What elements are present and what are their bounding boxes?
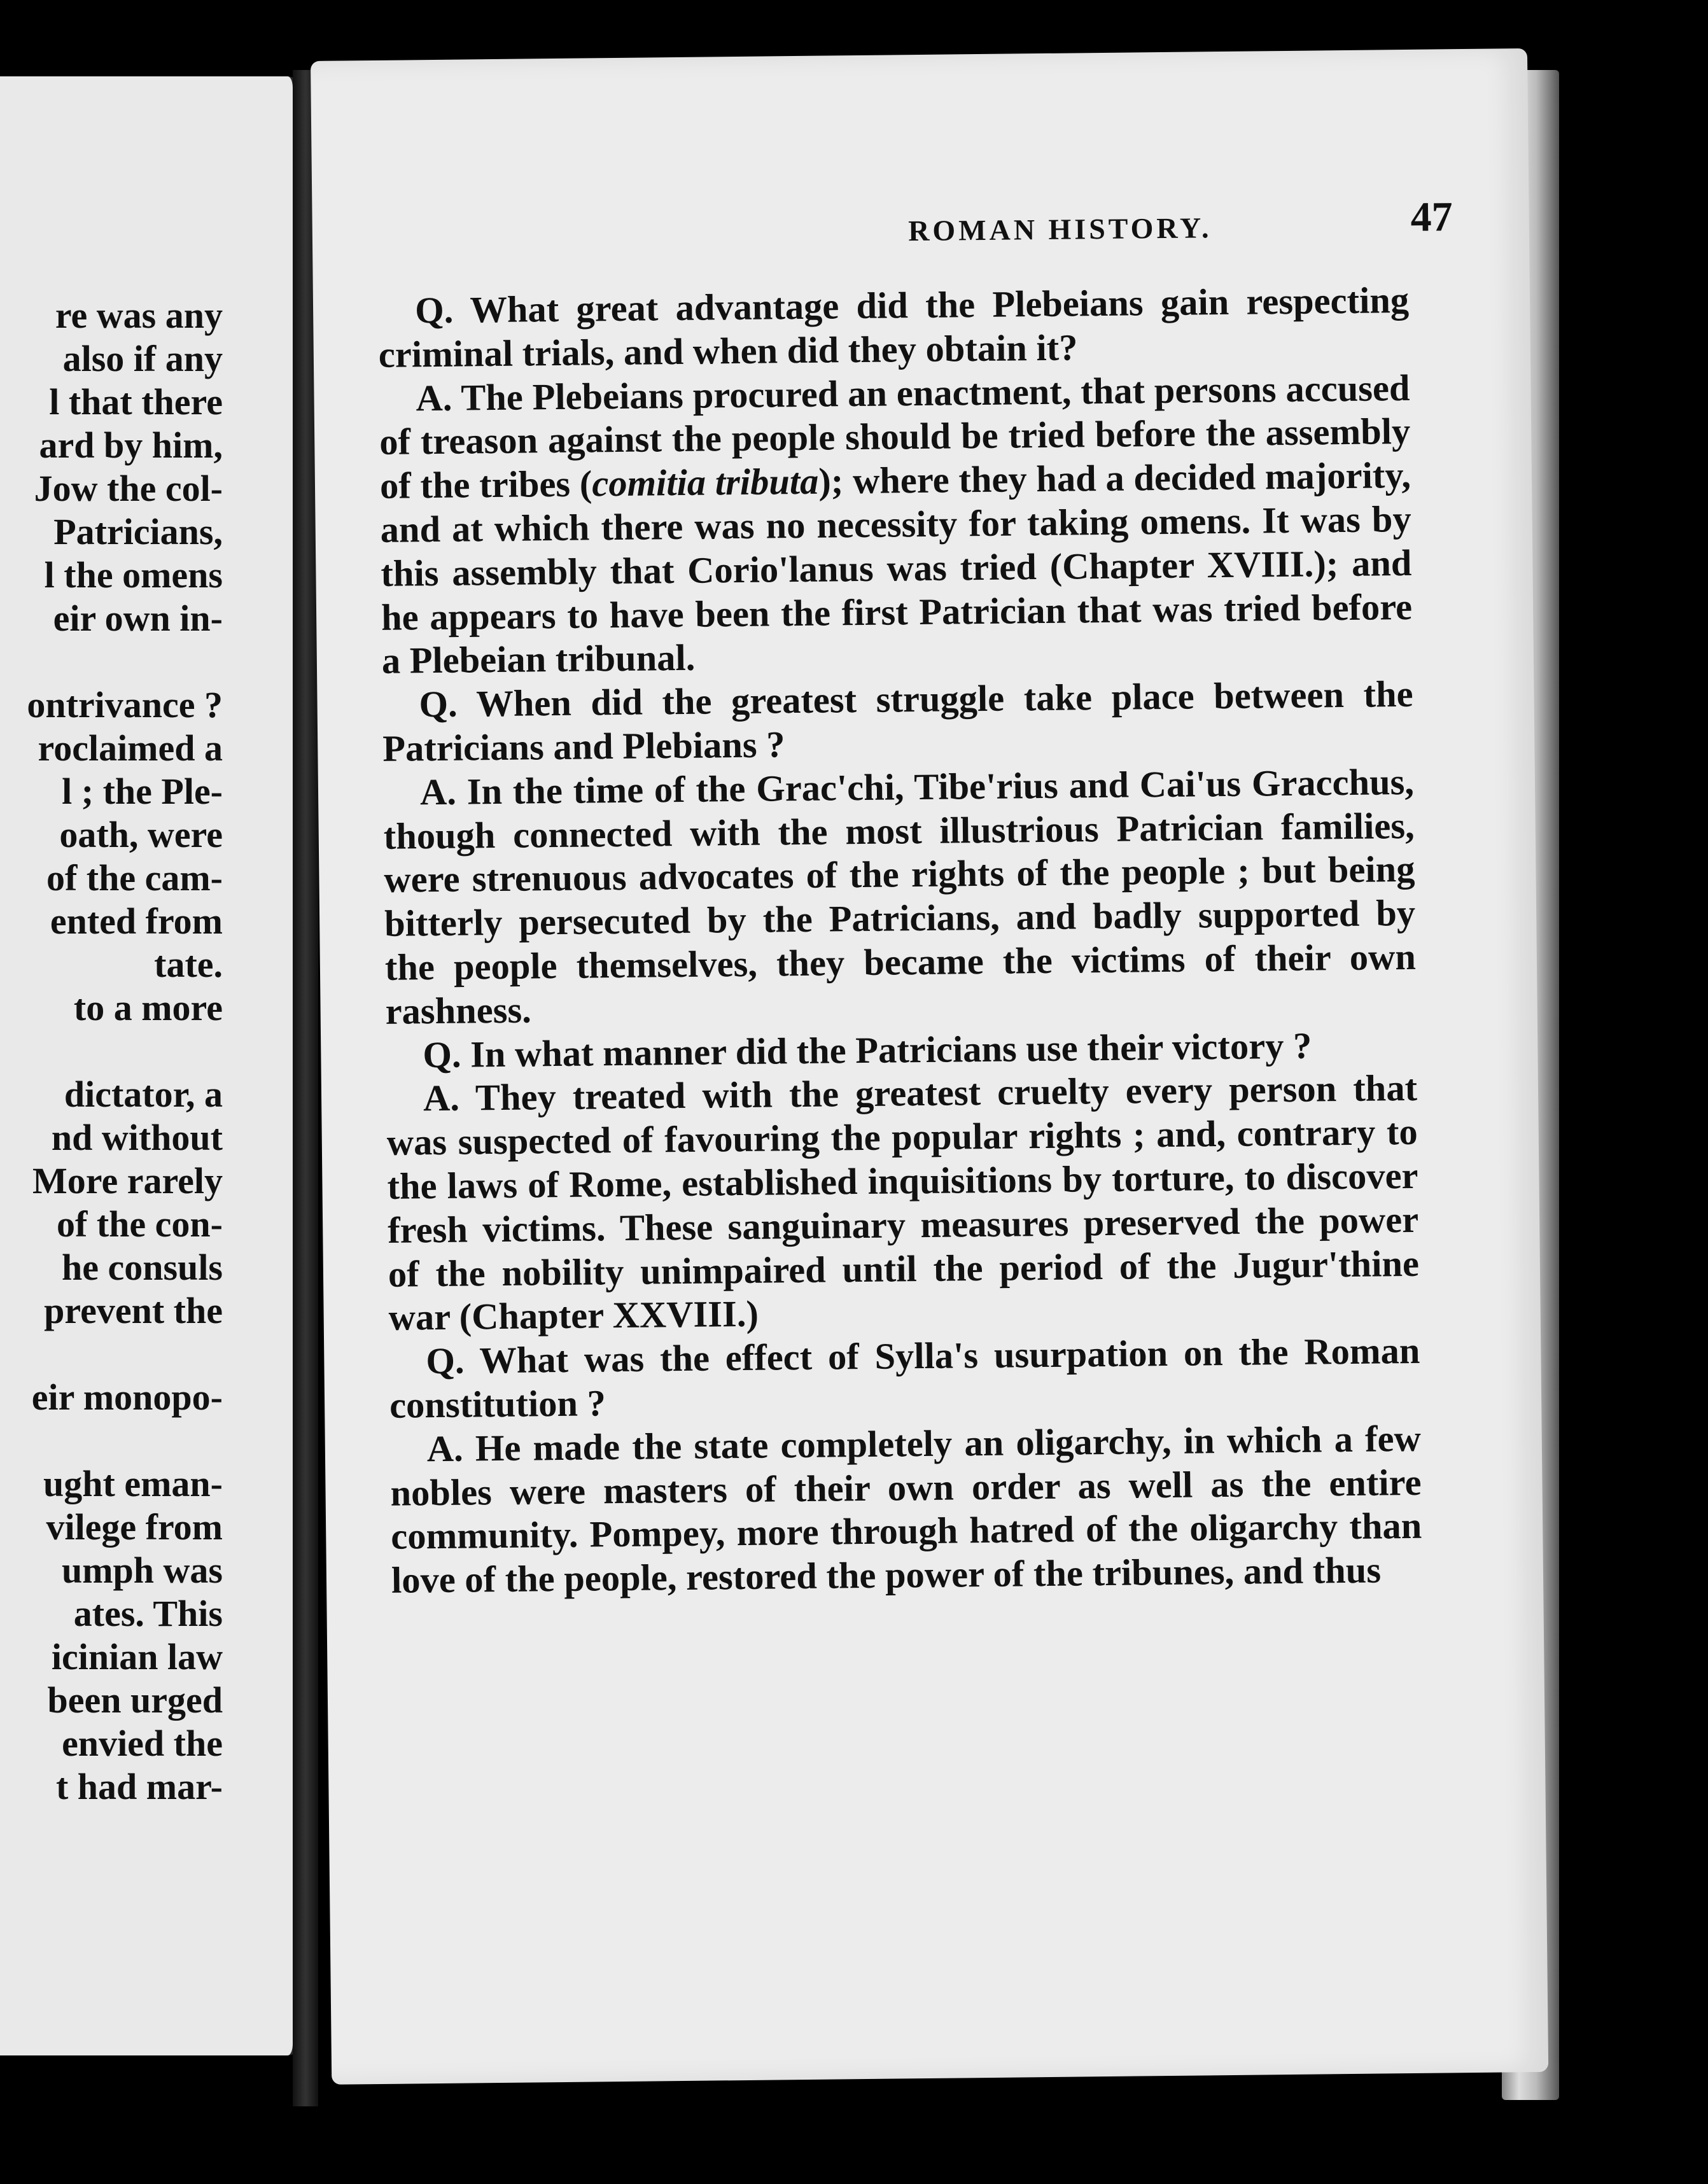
left-page-line: ented from: [50, 900, 223, 942]
answer-marker: A.: [419, 771, 457, 813]
question-marker: Q.: [423, 1033, 461, 1075]
question-paragraph: [378, 279, 1410, 377]
left-page-line: [0, 1419, 223, 1462]
left-page-line: umph was: [61, 1550, 223, 1591]
left-page-line: of the con-: [57, 1203, 223, 1245]
left-page-line: also if any: [62, 338, 223, 379]
left-page-line: Jow the col-: [34, 468, 223, 509]
left-page-line: l that there: [49, 381, 223, 423]
left-page-line: vilege from: [46, 1506, 223, 1548]
paragraph-text: What great advantage did the Plebeians gain respecting criminal trials, and when did they obtain it?: [378, 279, 1410, 375]
left-page-line: prevent the: [44, 1290, 223, 1331]
left-page-line: been urged: [47, 1679, 223, 1721]
left-page-line: eir own in-: [53, 598, 223, 639]
left-page-line: envied the: [62, 1723, 223, 1764]
page-number: 47: [1410, 193, 1453, 241]
paragraph-text: ); where they had a decided majority, and at which there was no necessity for taking omens. It was by this assembly that Corio'lanus was tried (Chapter XVIII.); and he appears to have been the first Patrician that was tried before a Plebeian tribunal.: [380, 454, 1413, 682]
left-page-line: tate.: [154, 944, 223, 985]
italic-term: comitia tributa: [591, 460, 819, 505]
answer-paragraph: [383, 760, 1417, 1034]
paragraph-text: They treated with the greatest cruelty every person that was suspected of favouring the popular rights ; and, contrary to the laws of Rome, established inquisitions by torture, to discover fresh victims. These sanguinary measures preserved the power of the nobility unimpaired until the period of the Jugur'thine war (Chapter XXVIII.): [386, 1067, 1420, 1339]
left-page-line: ard by him,: [39, 424, 223, 466]
answer-marker: A.: [423, 1077, 460, 1119]
left-page-line: oath, were: [59, 814, 223, 855]
left-page-line: l the omens: [44, 554, 223, 596]
paragraph-text: What was the effect of Sylla's usurpation on the Roman constitution ?: [389, 1329, 1420, 1426]
left-page-line: icinian law: [51, 1636, 223, 1677]
question-marker: Q.: [414, 289, 454, 332]
paragraph-text: He made the state completely an oligarchy, in which a few nobles were masters of their own order as well as the entire community. Pompey, more through hatred of the oligarchy than love of the people, restored the power of the tribunes, and thus: [390, 1417, 1422, 1601]
left-page-line: roclaimed a: [38, 727, 223, 769]
left-page-line: ontrivance ?: [27, 684, 223, 725]
question-marker: Q.: [426, 1340, 465, 1382]
paragraph-text: In what manner did the Patricians use their victory ?: [470, 1025, 1312, 1075]
left-page-line: Patricians,: [53, 511, 223, 552]
answer-paragraph: [389, 1417, 1422, 1603]
answer-marker: A.: [426, 1427, 464, 1469]
question-marker: Q.: [419, 683, 458, 725]
paragraph-text: The Plebeians procured an enactment, that persons accused of treason against the people should be tried before the assembly of the tribes (: [379, 367, 1411, 507]
left-page-line: [0, 1030, 223, 1073]
left-page-line: t had mar-: [55, 1766, 223, 1807]
question-paragraph: [389, 1329, 1420, 1428]
left-page-line: to a more: [73, 987, 223, 1028]
answer-marker: A.: [416, 377, 452, 419]
left-page-line: ates. This: [73, 1593, 223, 1634]
left-page-line: of the cam-: [46, 857, 223, 899]
left-page-line: dictator, a: [64, 1074, 223, 1115]
answer-paragraph: [386, 1067, 1420, 1340]
left-page-text: [0, 294, 223, 1809]
left-page-line: nd without: [51, 1117, 223, 1158]
left-page-line: he consuls: [61, 1247, 223, 1288]
page-body: [378, 279, 1423, 1603]
left-page-line: More rarely: [32, 1160, 223, 1201]
left-page-line: [0, 1333, 223, 1376]
answer-paragraph: [379, 367, 1413, 684]
left-page-line: [0, 640, 223, 683]
left-facing-page: [0, 76, 299, 2055]
left-page-line: l ; the Ple-: [62, 771, 223, 812]
paragraph-text: When did the greatest struggle take place between the Patricians and Plebians ?: [382, 673, 1413, 769]
left-page-line: ught eman-: [43, 1463, 223, 1504]
left-page-line: eir monopo-: [31, 1376, 223, 1418]
running-head: ROMAN HISTORY.: [907, 211, 1212, 248]
right-page: [311, 48, 1548, 2085]
paragraph-text: In the time of the Grac'chi, Tibe'rius and Cai'us Gracchus, though connected with the most illustrious Patrician families, were strenuous advocates of the rights of the people ; but being bitterly persecuted by the Patricians, and badly supported by the people themselves, they became the victims of their own rashness.: [383, 760, 1417, 1032]
question-paragraph: [382, 673, 1413, 771]
left-page-line: re was any: [55, 295, 223, 336]
